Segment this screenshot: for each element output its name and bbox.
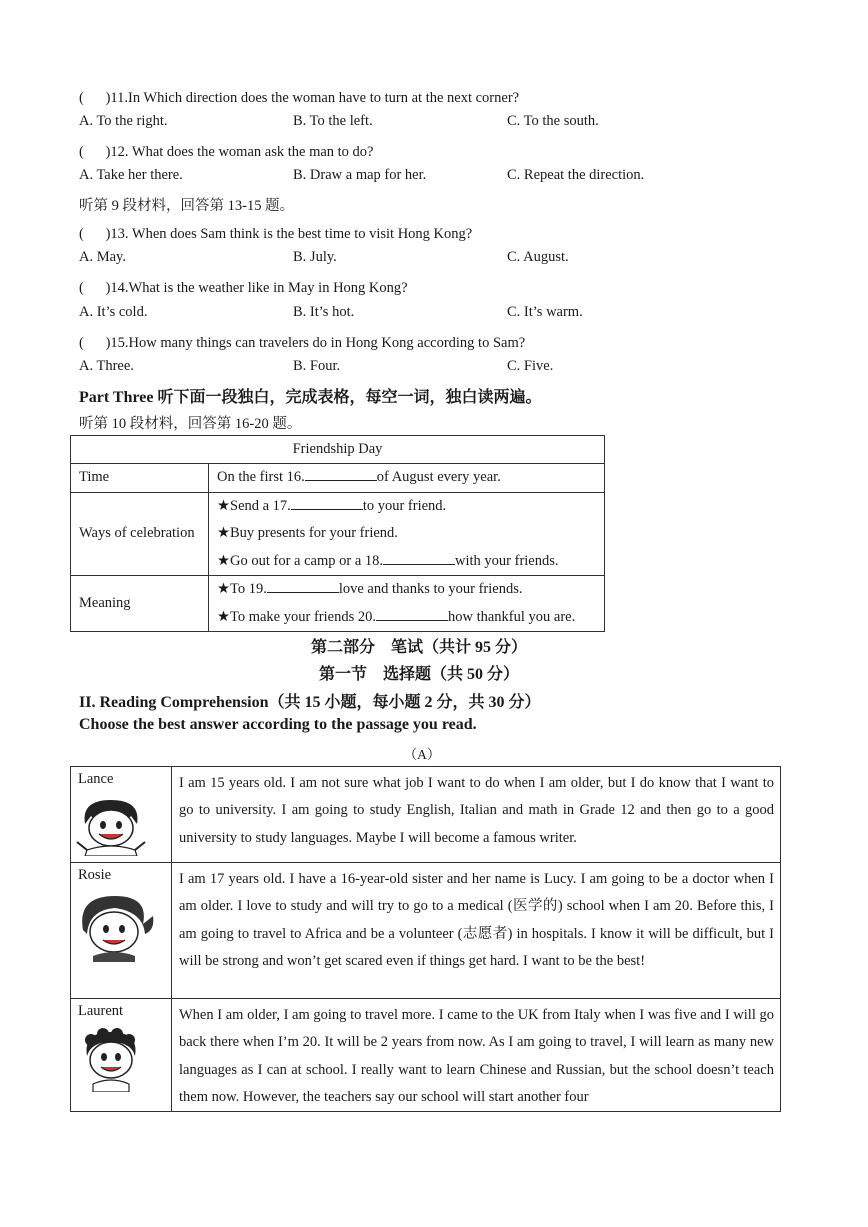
question-12: ( )12. What does the woman ask the man to do? [79,144,374,160]
laurent-cell [71,999,172,1112]
lance-cell [71,767,172,863]
way-2 [209,520,604,548]
way-3 [209,548,604,576]
meaning-label-cell [71,576,209,632]
blank-20[interactable] [376,607,448,621]
option-13a: A. May. [79,249,126,265]
option-12a: A. Take her there. [79,167,183,183]
meaning-2 [209,604,604,632]
blank-19[interactable] [267,579,339,593]
laurent-text: When I am older, I am going to travel more. I came to the UK from Italy when I was five and I will go back there when I’m 20. It will be 2 years from now. As I am going to travel, I will learn as many new languages as I can at school. I really want to learn Chinese and Russian, but the school doesn’t teach them now. However, the teachers say our school will start another four [172,999,781,1112]
option-13c: C. August. [507,249,569,265]
time-label: Time [79,469,110,485]
option-15c: C. Five. [507,358,554,374]
meaning-1-post: love and thanks to your friends. [338,581,523,597]
rosie-cell [71,863,172,999]
ways-value-cell [209,492,605,576]
time-label-cell [71,464,209,493]
meaning-2-pre: ★To make your friends 20. [217,608,376,625]
reading-title: II. Reading Comprehension（共 15 小题，每小题 2 分，共 30 分） [79,694,541,711]
meaning-1-pre: ★To 19. [217,581,267,597]
time-value-cell [209,464,605,493]
option-13b: B. July. [293,249,337,265]
section-10-instruction: 听第 10 段材料，回答第 16-20 题。 [79,416,302,432]
person-name-laurent: Laurent [78,1003,124,1019]
blank-17[interactable] [291,496,363,510]
girl-face-icon [71,890,157,962]
reading-instruction: Choose the best answer according to the passage you read. [79,716,477,733]
question-13: ( )13. When does Sam think is the best time to visit Hong Kong? [79,226,473,242]
curly-boy-face-icon [71,1026,151,1092]
table-title: Friendship Day [71,436,605,464]
person-name-lance: Lance [78,771,114,787]
meaning-value-cell [209,576,605,632]
meaning-label: Meaning [79,594,131,611]
section-one-heading: 第一节 选择题（共 50 分） [318,666,519,683]
question-14: ( )14.What is the weather like in May in Hong Kong? [79,280,408,296]
option-11b: B. To the left. [293,113,373,129]
blank-16[interactable] [305,467,377,481]
way-3-pre: ★Go out for a camp or a 18. [217,552,384,569]
part-two-heading: 第二部分 笔试（共计 95 分） [310,639,527,656]
option-11c: C. To the south. [507,113,599,129]
way-1-post: to your friend. [362,497,447,514]
option-14b: B. It’s hot. [293,304,355,320]
way-1 [209,493,604,521]
option-15a: A. Three. [79,358,134,374]
blank-18[interactable] [383,551,455,565]
question-15: ( )15.How many things can travelers do in Hong Kong according to Sam? [79,335,526,351]
person-name-rosie: Rosie [78,867,112,883]
ways-label-cell [71,492,209,576]
option-12c: C. Repeat the direction. [507,167,645,183]
reading-passage-table [70,766,781,1112]
lance-text: I am 15 years old. I am not sure what job I want to do when I am older, but I do know that I want to go to university. I am going to study English, Italian and math in Grade 12 and then go to a good university to study languages. Maybe I will become a famous writer. [172,767,781,863]
part-three-title: Part Three 听下面一段独白，完成表格，每空一词，独白读两遍。 [79,389,542,406]
option-14a: A. It’s cold. [79,304,148,320]
ways-label: Ways of celebration [79,525,195,541]
time-pre: On the first 16. [217,469,305,485]
option-12b: B. Draw a map for her. [293,167,427,183]
option-15b: B. Four. [293,358,341,374]
passage-label: （A） [403,747,441,762]
question-11: ( )11.In Which direction does the woman have to turn at the next corner? [79,90,520,106]
meaning-2-post: how thankful you are. [447,608,576,625]
rosie-text: I am 17 years old. I have a 16-year-old sister and her name is Lucy. I am going to be a doctor when I am older. I love to study and will try to go to a medical (医学的) school when I am 20. Before this, I am going to travel to Africa and be a volunteer (志愿者) in hospitals. I know it will be difficult, but I will be strong and won’t get scared even if things get hard. I want to be the best! [172,863,781,999]
way-3-post: with your friends. [455,552,559,569]
friendship-day-table [70,435,605,632]
section-9-instruction: 听第 9 段材料，回答第 13-15 题。 [79,198,295,214]
meaning-1 [209,576,604,604]
time-value [209,464,604,492]
option-14c: C. It’s warm. [507,304,583,320]
boy-face-icon [71,794,151,856]
way-2-text: ★Buy presents for your friend. [217,525,398,541]
way-1-pre: ★Send a 17. [217,497,291,514]
option-11a: A. To the right. [79,113,168,129]
time-post: of August every year. [376,469,501,485]
